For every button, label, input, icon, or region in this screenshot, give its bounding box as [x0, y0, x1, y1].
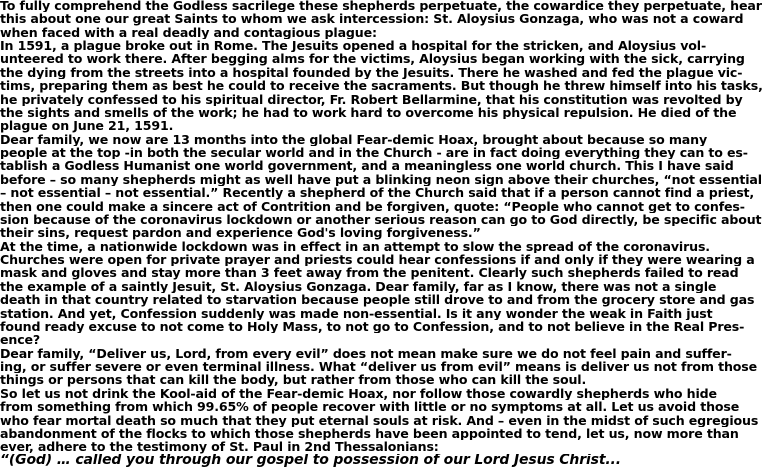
- text-line: Dear family, “Deliver us, Lord, from every evil” does not mean make sure we do not feel pain and suffer-: [0, 346, 732, 361]
- text-line: who fear mortal death so much that they put eternal souls at risk. And – even in the midst of such egregious: [0, 413, 759, 427]
- text-line: unteered to work there. After begging alms for the victims, Aloysius began working with the sick, carrying: [0, 52, 745, 66]
- text-line: At the time, a nationwide lockdown was in effect in an attempt to slow the spread of the coronavirus.: [0, 239, 710, 254]
- text-line: he privately confessed to his spiritual director, Fr. Robert Bellarmine, that his constitution was revolted by: [0, 92, 743, 106]
- text-line: tablish a Godless Humanist one world government, and a meaningless one world church. This I have said: [0, 159, 734, 173]
- text-line: things or persons that can kill the body, but rather from those who can kill the soul.: [0, 373, 587, 387]
- text-line: mask and gloves and stay more than 3 feet away from the penitent. Clearly such shepherds failed to read: [0, 266, 739, 280]
- text-line: plague on June 21, 1591.: [0, 119, 174, 133]
- text-line: So let us not drink the Kool-aid of the Fear-demic Hoax, nor follow those cowardly shepherds who hide: [0, 386, 717, 401]
- text-line: from something from which 99.65% of people recover with little or no symptoms at all. Let us avoid those: [0, 400, 740, 414]
- text-line: To fully comprehend the Godless sacrilege these shepherds perpetuate, the cowardice they perpetuate, hear: [0, 0, 762, 13]
- text-line: Churches were open for private prayer and priests could hear confessions if and only if they were wearing a: [0, 253, 755, 267]
- text-line: the sights and smells of the work; he had to work hard to overcome his physical repulsion. He died of the: [0, 105, 737, 120]
- text-line: then one could make a sincere act of Contrition and be forgiven, quote: “People who cannot get to confes-: [0, 199, 745, 213]
- quote-line: “(God) … called you through our gospel to possession of our Lord Jesus Christ...: [0, 453, 621, 467]
- text-line: – not essential – not essential.” Recently a shepherd of the Church said that if a person cannot find a priest,: [0, 186, 755, 200]
- text-line: Dear family, we now are 13 months into the global Fear-demic Hoax, brought about because so many: [0, 132, 708, 147]
- text-line: ever, adhere to the testimony of St. Paul in 2nd Thessalonians:: [0, 440, 439, 454]
- text-line: the example of a saintly Jesuit, St. Aloysius Gonzaga. Dear family, far as I know, there was not a single: [0, 279, 717, 294]
- text-line: death in that country related to starvation because people still drove to and from the grocery store and gas: [0, 293, 755, 307]
- text-line: abandonment of the flocks to which those shepherds have been appointed to tend, let us, now more than: [0, 426, 739, 441]
- text-line: people at the top -in both the secular world and in the Church - are in fact doing everything they can to es-: [0, 146, 748, 160]
- text-line: ence?: [0, 333, 41, 347]
- text-line: station. And yet, Confession suddenly was made non-essential. Is it any wonder the weak in Faith just: [0, 306, 713, 320]
- text-line: found ready excuse to not come to Holy Mass, to not go to Confession, and to not believe in the Real Pres-: [0, 319, 745, 334]
- text-line: their sins, request pardon and experience God's loving forgiveness.”: [0, 226, 481, 240]
- text-line: the dying from the streets into a hospital founded by the Jesuits. There he washed and fed the plague vic-: [0, 65, 743, 80]
- text-line: when faced with a real deadly and contagious plague:: [0, 25, 377, 40]
- text-line: tims, preparing them as best he could to receive the sacraments. But though he threw himself into his tasks,: [0, 79, 763, 93]
- text-line: sion because of the coronavirus lockdown or another serious reason can go to God directly, be specific about: [0, 212, 762, 227]
- text-line: In 1591, a plague broke out in Rome. The Jesuits opened a hospital for the stricken, and Aloysius vol-: [0, 39, 707, 53]
- text-line: this about one our great Saints to whom we ask intercession: St. Aloysius Gonzaga, who was not a coward: [0, 12, 744, 26]
- text-line: ing, or suffer severe or even terminal illness. What “deliver us from evil” means is deliver us not from those: [0, 360, 758, 374]
- text-line: before – so many shepherds might as well have put a blinking neon sign above their churches, “not essential: [0, 172, 762, 187]
